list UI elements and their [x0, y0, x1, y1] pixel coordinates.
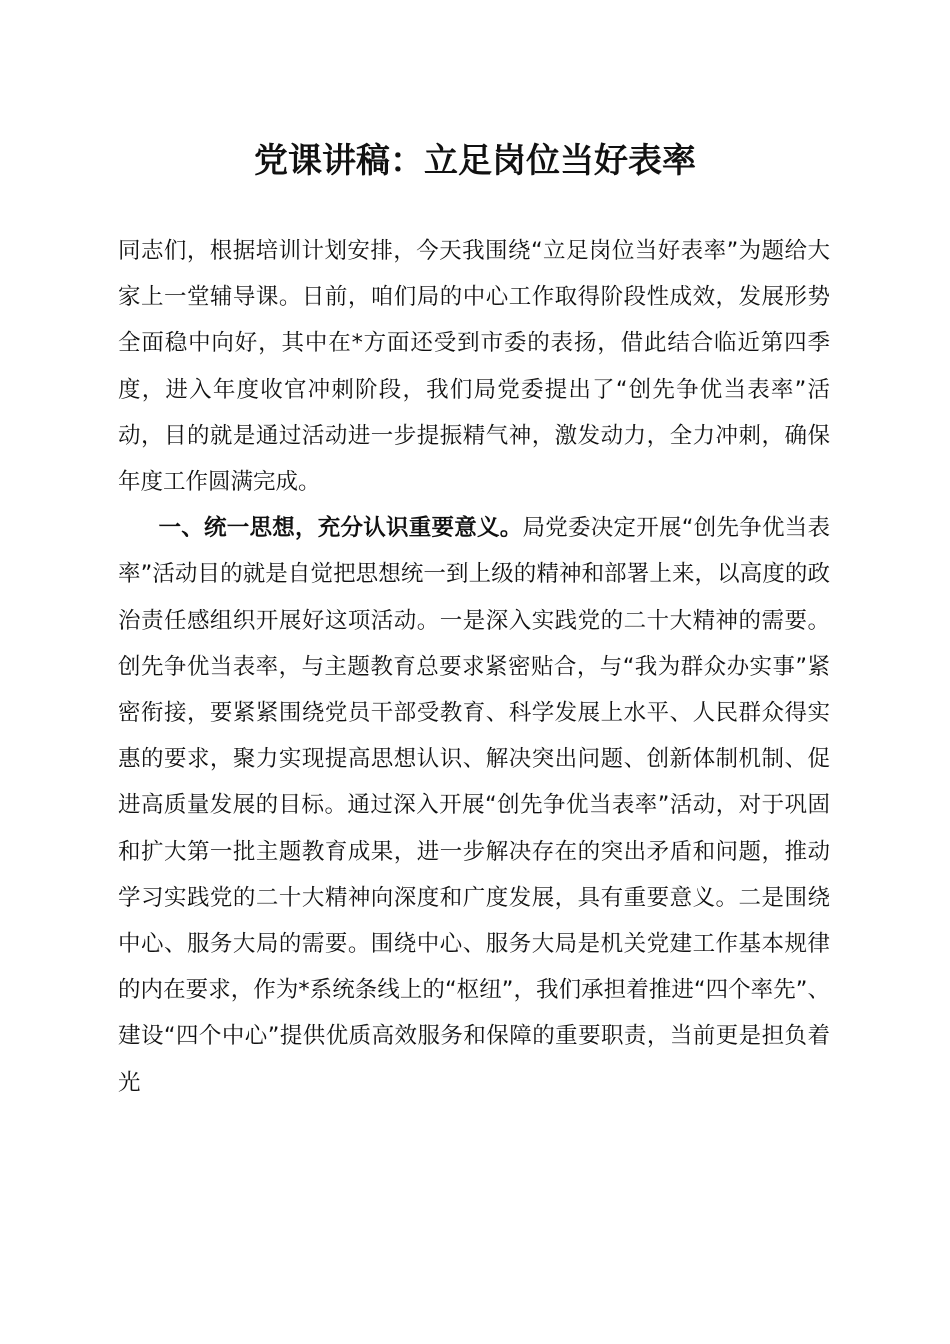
document-body — [118, 228, 830, 1106]
section-one-heading: 一、统一思想，充分认识重要意义。 — [158, 515, 523, 542]
document-title: 党课讲稿：立足岗位当好表率 — [254, 141, 696, 181]
section-one-paragraph — [118, 505, 830, 1106]
section-one-text: 局党委决定开展“创先争优当表率”活动目的就是自觉把思想统一到上级的精神和部署上来，以高度的政治责任感组织开展好这项活动。一是深入实践党的二十大精神的需要。创先争优当表率，与主题教育总要求紧密贴合，与“我为群众办实事”紧密衔接，要紧紧围绕党员干部受教育、科学发展上水平、人民群众得实惠的要求，聚力实现提高思想认识、解决突出问题、创新体制机制、促进高质量发展的目标。通过深入开展“创先争优当表率”活动，对于巩固和扩大第一批主题教育成果，进一步解决存在的突出矛盾和问题，推动学习实践党的二十大精神向深度和广度发展，具有重要意义。二是围绕中心、服务大局的需要。围绕中心、服务大局是机关党建工作基本规律的内在要求，作为*系统条线上的“枢纽”，我们承担着推进“四个率先”、建设“四个中心”提供优质高效服务和保障的重要职责，当前更是担负着光 — [118, 515, 830, 1096]
intro-paragraph: 同志们，根据培训计划安排，今天我围绕“立足岗位当好表率”为题给大家上一堂辅导课。日前，咱们局的中心工作取得阶段性成效，发展形势全面稳中向好，其中在*方面还受到市委的表扬，借此结合临近第四季度，进入年度收官冲刺阶段，我们局党委提出了“创先争优当表率”活动，目的就是通过活动进一步提振精气神，激发动力，全力冲刺，确保年度工作圆满完成。 — [118, 238, 830, 496]
